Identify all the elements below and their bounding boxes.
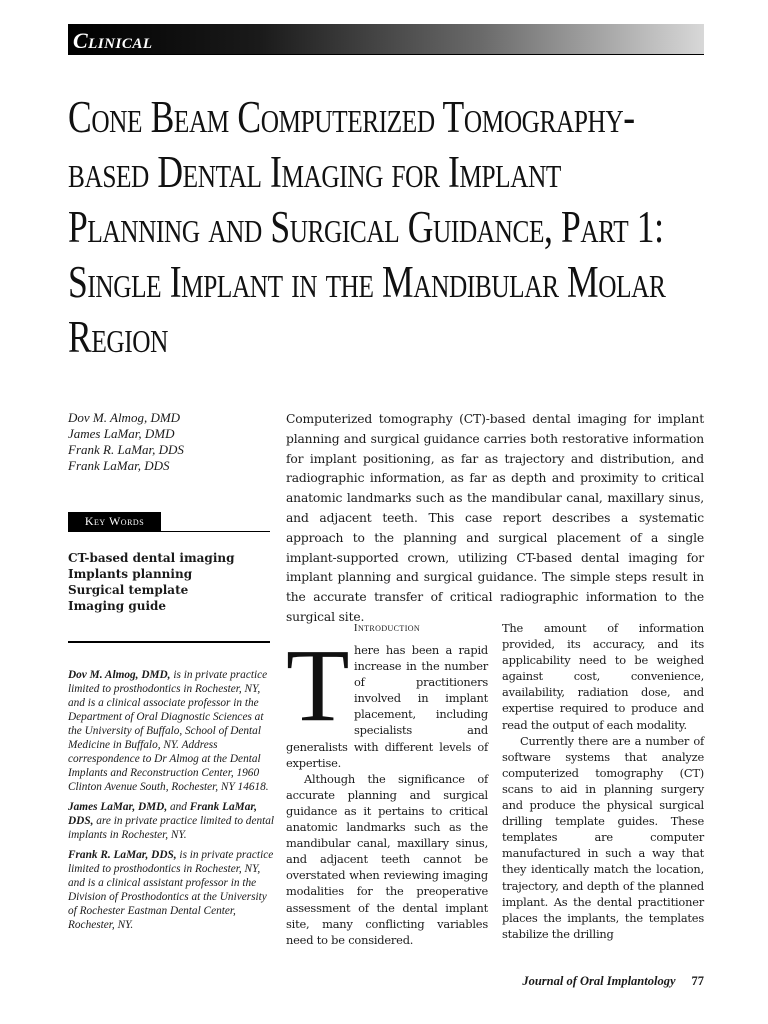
bio-connector: and (167, 801, 190, 813)
author-bio (68, 800, 278, 842)
page-number: 77 (691, 974, 704, 988)
keywords-top-rule (68, 531, 270, 532)
bio-text: is in private practice limited to prosthodontics in Rochester, NY, and is a clinical associate professor in the Department of Oral Diagnostic Sciences at the University of Buffalo, School of Dental Medicine in Buffalo, NY. Address correspondence to Dr Almog at the Dental Implants and Reconstruction Center, 1960 Clinton Avenue South, Rochester, NY 14618. (68, 669, 269, 793)
body-column-right (502, 620, 704, 942)
author-bios (68, 668, 278, 938)
keywords-list (68, 550, 268, 614)
author: Frank LaMar, DDS (68, 458, 170, 473)
body-paragraph: The amount of information provided, its accuracy, and its applicability need to be weighed against cost, convenience, availability, radiation dose, and expertise required to produce and read the output of each modality. (502, 621, 704, 732)
abstract: Computerized tomography (CT)-based dental imaging for implant planning and surgical guidance carries both restorative information for implant positioning, as far as trajectory and distribution, and radiographic information, as far as depth and proximity to critical anatomic landmarks such as the mandibular canal, maxillary sinus, and adjacent teeth. This case report describes a systematic approach to the planning and surgical placement of a single implant-supported crown, utilizing CT-based dental imaging for implant planning and surgical guidance. The simple steps result in the accurate transfer of critical radiographic information to the surgical site. (286, 412, 704, 624)
keyword: CT-based dental imaging (68, 551, 235, 565)
bio-name: Dov M. Almog, DMD, (68, 669, 171, 681)
drop-cap: T (286, 628, 350, 743)
section-banner (68, 24, 704, 54)
intro-heading: Introduction (353, 622, 421, 634)
keywords-bottom-rule (68, 641, 270, 643)
section-label: Clinical (73, 28, 153, 53)
bio-name: Frank LaMar, DDS, (68, 801, 257, 827)
author-bio (68, 668, 278, 794)
author: Frank R. LaMar, DDS (68, 442, 184, 457)
author: James LaMar, DMD (68, 426, 175, 441)
article-title: Cone Beam Computerized Tomography-based Dental Imaging for Implant Planning and Surgical Guidance, Part 1: Single Implant in the Mandibular Molar Region (68, 92, 666, 362)
body-paragraph: Although the significance of accurate planning and surgical guidance as it pertains to critical anatomic landmarks such as the mandibular canal, maxillary sinus, and adjacent teeth cannot be overstated when reviewing imaging modalities for the preoperative assessment of the dental implant site, many conflicting variables need to be considered. (286, 771, 488, 947)
bio-name: Frank R. LaMar, DDS, (68, 849, 177, 861)
page-footer (522, 974, 704, 989)
bio-text: is in private practice limited to prosthodontics in Rochester, NY, and is a clinical assistant professor in the Division of Prosthodontics at the University of Rochester Eastman Dental Center, Rochester, NY. (68, 849, 274, 931)
author: Dov M. Almog, DMD (68, 410, 181, 425)
keyword: Surgical template (68, 583, 189, 597)
bio-text: are in private practice limited to dental implants in Rochester, NY. (68, 815, 275, 841)
body-paragraph: Currently there are a number of software systems that analyze computerized tomography (CT) scans to aid in planning surgery and produce the physical surgical drilling template guides. These templates are computer manufactured in such a way that they identically match the location, trajectory, and depth of the planned implant. As the dental practitioner places the implants, the templates stabilize the drilling (502, 733, 704, 941)
keyword: Implants planning (68, 567, 193, 581)
author-list (68, 410, 268, 474)
author-bio (68, 848, 278, 932)
bio-name: James LaMar, DMD, (68, 801, 168, 813)
banner-rule (68, 54, 704, 55)
journal-name: Journal of Oral Implantology (522, 974, 676, 988)
paragraph-text: here has been a rapid increase in the number of practitioners involved in implant placement, including specialists and generalists with different levels of expertise. (286, 643, 488, 770)
keywords-label: Key Words (68, 512, 161, 531)
keyword: Imaging guide (68, 599, 167, 613)
